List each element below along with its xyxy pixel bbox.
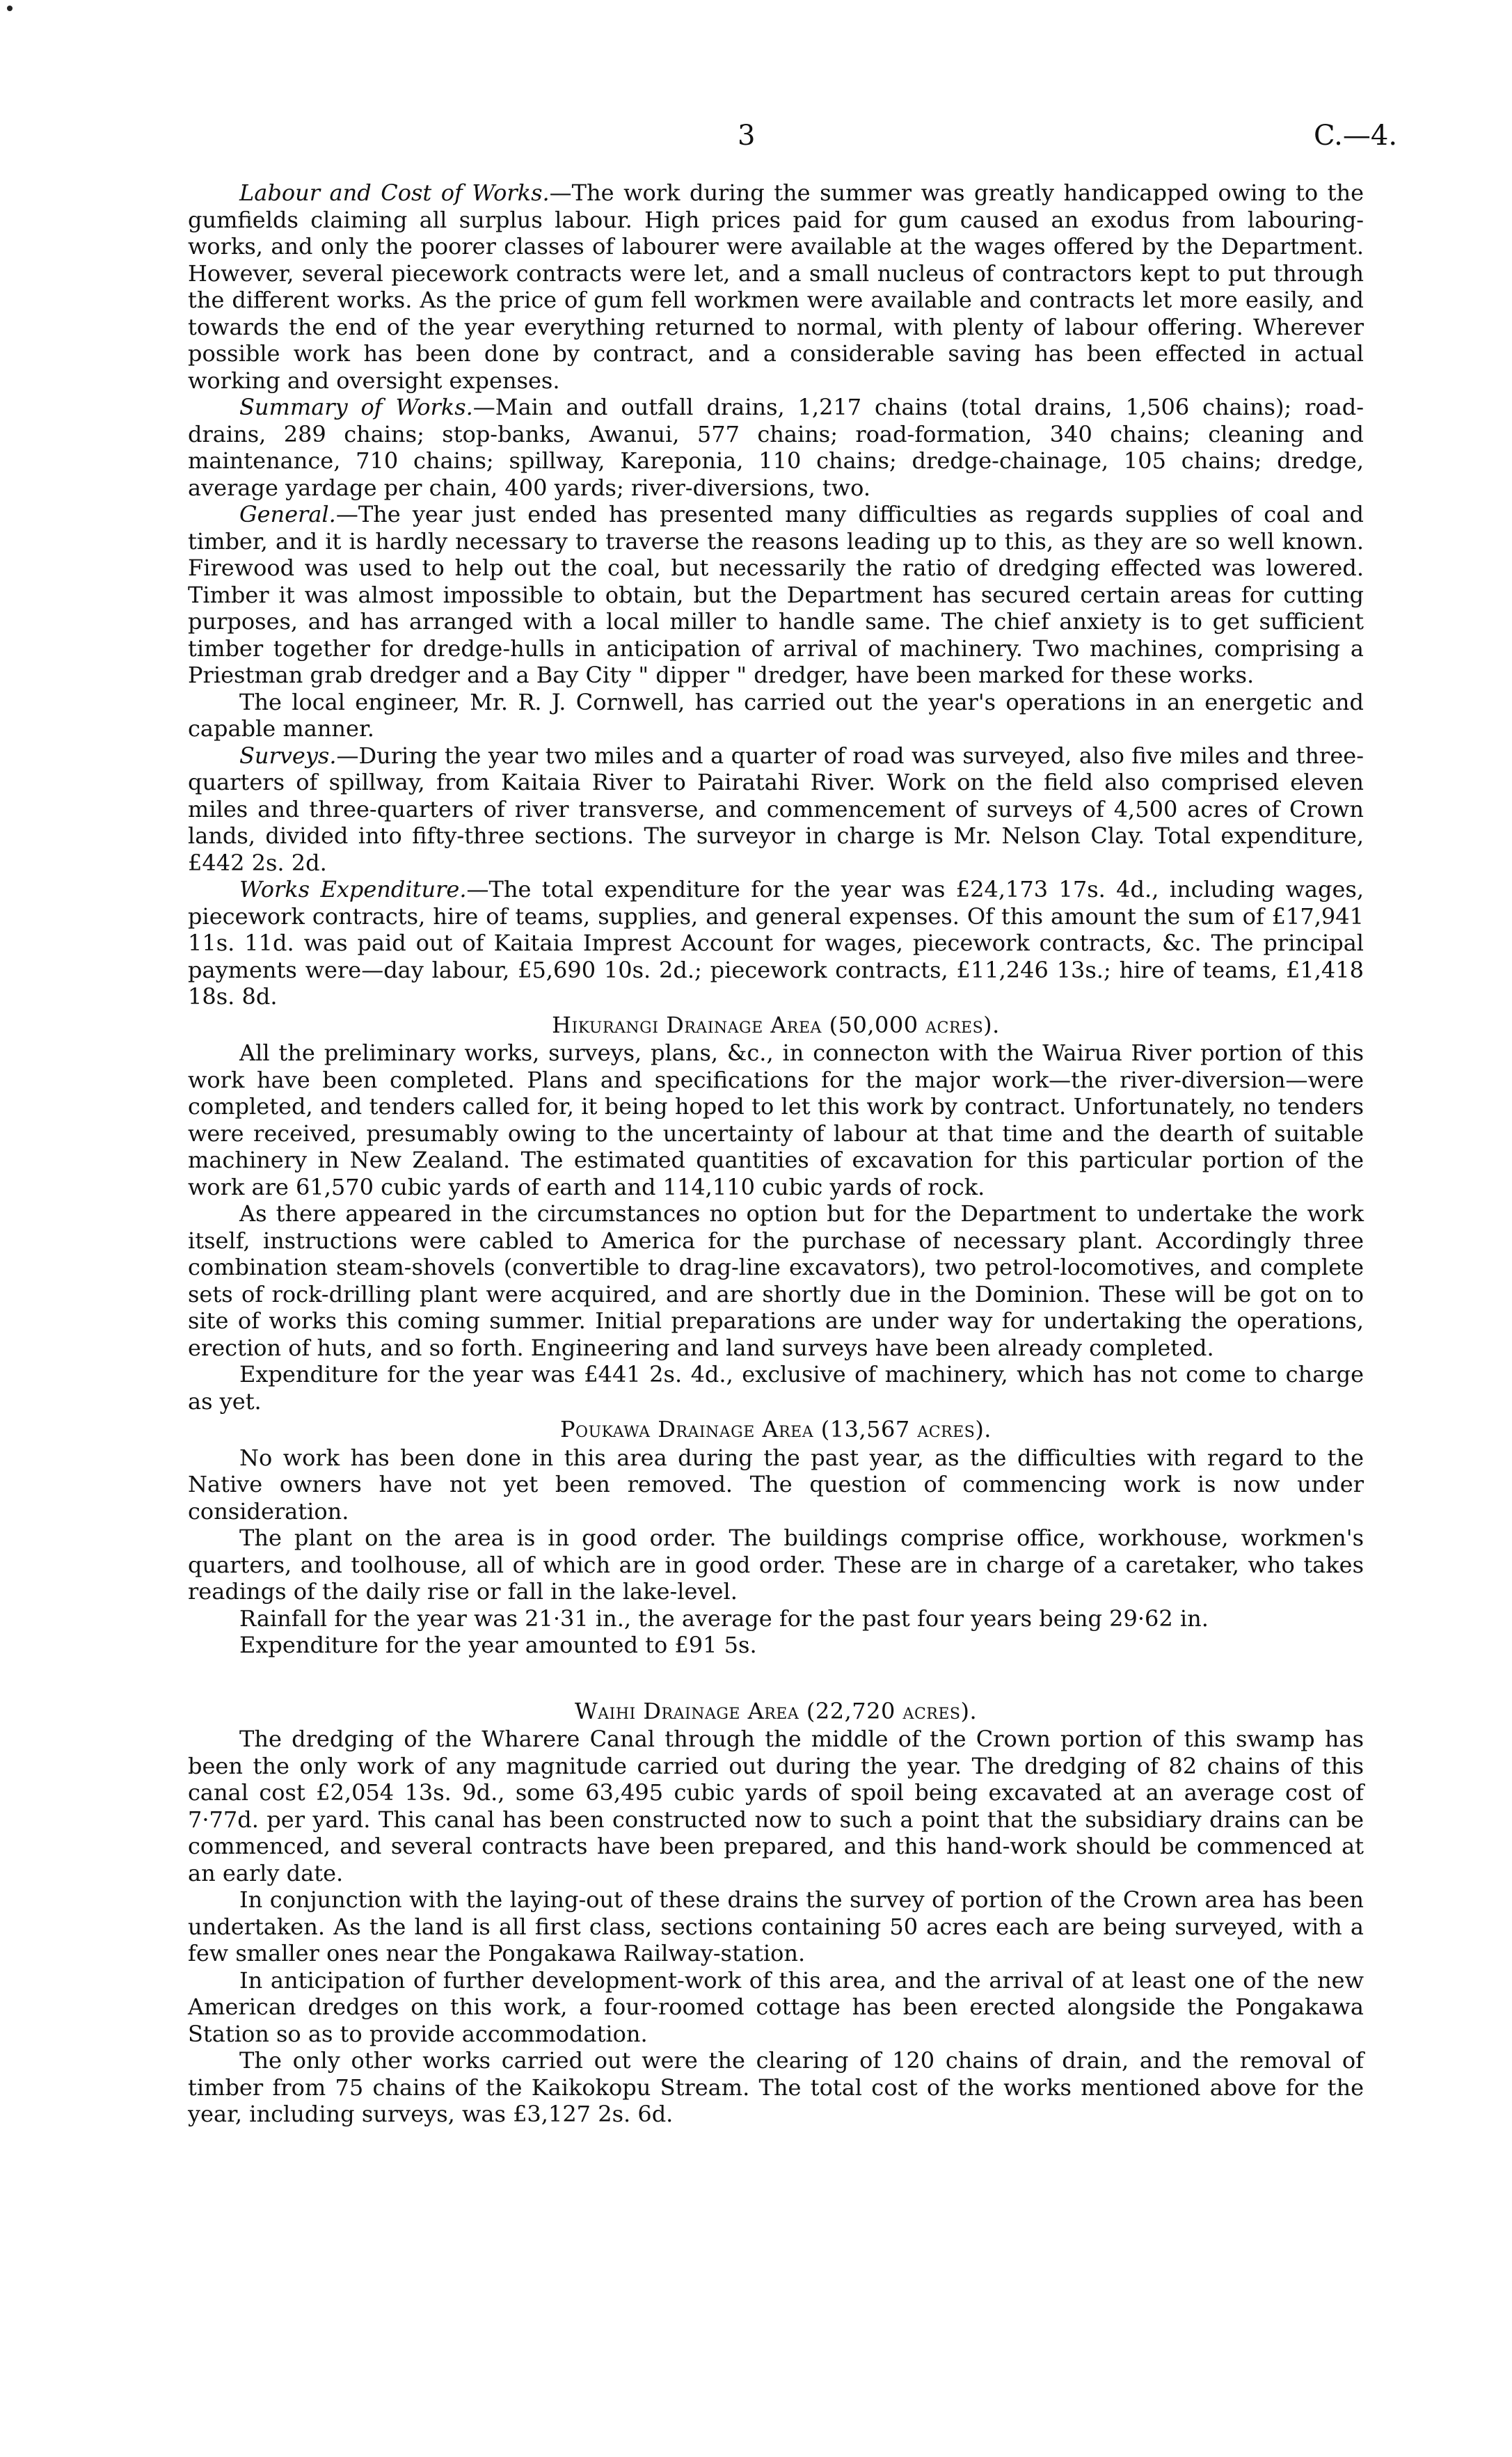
text-surveys: —During the year two miles and a quarter of road was surveyed, also five miles and three-quarters of spillway, from Kaitaia River to Pairatahi River. Work on the field also comprised eleven miles and three-quarters of river transverse, and commencement of surveys of 4,500 acres of Crown lands, divided into fifty-three sections. The surveyor in charge is Mr. Nelson Clay. Total expenditure, £442 2s. 2d. <box>188 742 1364 876</box>
scan-mark <box>7 6 13 11</box>
document-body <box>188 180 1364 2128</box>
paragraph-labour <box>188 180 1364 394</box>
paragraph-summary <box>188 394 1364 501</box>
lead-surveys: Surveys. <box>239 742 337 769</box>
lead-labour: Labour and Cost of Works. <box>239 180 550 206</box>
text-general: —The year just ended has presented many difficulties as regards supplies of coal and timber, and it is hardly necessary to traverse the reasons leading up to this, as they are so well known. Firewood was used to help out the coal, but necessarily the ratio of dredging effected was lowered. Timber it was almost impossible to obtain, but the Department has secured certain areas for cutting purposes, and has arranged with a local miller to handle same. The chief anxiety is to get sufficient timber together for dredge-hulls in anticipation of arrival of machinery. Two machines, comprising a Priestman grab dredger and a Bay City " dipper " dredger, have been marked for these works. <box>188 501 1364 688</box>
paragraph-poukawa-2: The plant on the area is in good order. The buildings comprise office, workhouse, workmen's quarters, and toolhouse, all of which are in good order. These are in charge of a caretaker, who takes readings of the daily rise or fall in the lake-level. <box>188 1525 1364 1605</box>
lead-general: General. <box>239 501 336 527</box>
paragraph-engineer: The local engineer, Mr. R. J. Cornwell, has carried out the year's operations in an energetic and capable manner. <box>188 688 1364 742</box>
paragraph-general <box>188 501 1364 689</box>
document-reference: C.—4. <box>1314 120 1398 152</box>
paragraph-waihi-1: The dredging of the Wharere Canal through the middle of the Crown portion of this swamp has been the only work of any magnitude carried out during the year. The dredging of 82 chains of this canal cost £2,054 13s. 9d., some 63,495 cubic yards of spoil being excavated at an average cost of 7·77d. per yard. This canal has been constructed now to such a point that the subsidiary drains can be commenced, and several contracts have been prepared, and this hand-work should be commenced at an early date. <box>188 1726 1364 1886</box>
paragraph-hikurangi-1: All the preliminary works, surveys, plans, &c., in connecton with the Wairua River portion of this work have been completed. Plans and specifications for the major work—the river-diversion—were completed, and tenders called for, it being hoped to let this work by contract. Unfortunately, no tenders were received, presumably owing to the uncertainty of labour at that time and the dearth of suitable machinery in New Zealand. The estimated quantities of excavation for this particular portion of the work are 61,570 cubic yards of earth and 114,110 cubic yards of rock. <box>188 1040 1364 1200</box>
paragraph-hikurangi-2: As there appeared in the circumstances no option but for the Department to undertake the work itself, instructions were cabled to America for the purchase of necessary plant. Accordingly three combination steam-shovels (convertible to drag-line excavators), two petrol-locomotives, and complete sets of rock-drilling plant were acquired, and are shortly due in the Dominion. These will be got on to site of works this coming summer. Initial preparations are under way for undertaking the operations, erection of huts, and so forth. Engineering and land surveys have been already completed. <box>188 1200 1364 1361</box>
paragraph-surveys <box>188 742 1364 877</box>
heading-hikurangi: Hikurangi Drainage Area (50,000 acres). <box>552 1011 1000 1038</box>
paragraph-waihi-3: In anticipation of further development-work of this area, and the arrival of at least one of the new American dredges on this work, a four-roomed cottage has been erected alongside the Pongakawa Station so as to provide accommodation. <box>188 1966 1364 2047</box>
heading-waihi: Waihi Drainage Area (22,720 acres). <box>574 1697 978 1724</box>
paragraph-waihi-4: The only other works carried out were the clearing of 120 chains of drain, and the removal of timber from 75 chains of the Kaikokopu Stream. The total cost of the works mentioned above for the year, including surveys, was £3,127 2s. 6d. <box>188 2047 1364 2127</box>
page-number: 3 <box>738 120 756 152</box>
lead-works-expenditure: Works Expenditure. <box>239 876 467 903</box>
lead-summary: Summary of Works. <box>239 394 473 420</box>
text-summary: —Main and outfall drains, 1,217 chains (total drains, 1,506 chains); road-drains, 289 chains; stop-banks, Awanui, 577 chains; road-formation, 340 chains; cleaning and maintenance, 710 chains; spillway, Kareponia, 110 chains; dredge-chainage, 105 chains; dredge, average yardage per chain, 400 yards; river-diversions, two. <box>188 394 1364 501</box>
paragraph-works-expenditure <box>188 876 1364 1010</box>
paragraph-poukawa-4: Expenditure for the year amounted to £91 5s. <box>239 1632 757 1658</box>
text-labour: —The work during the summer was greatly handicapped owing to the gumfields claiming all surplus labour. High prices paid for gum caused an exodus from labouring-works, and only the poorer classes of labourer were available at the wages offered by the Department. However, several piecework contracts were let, and a small nucleus of contractors kept to put through the different works. As the price of gum fell workmen were available and contracts let more easily, and towards the end of the year everything returned to normal, with plenty of labour offering. Wherever possible work has been done by contract, and a considerable saving has been effected in actual working and oversight expenses. <box>188 180 1364 394</box>
text-works-expenditure: —The total expenditure for the year was £24,173 17s. 4d., including wages, piecework contracts, hire of teams, supplies, and general expenses. Of this amount the sum of £17,941 11s. 11d. was paid out of Kaitaia Imprest Account for wages, piecework contracts, &c. The principal payments were—day labour, £5,690 10s. 2d.; piecework contracts, £11,246 13s.; hire of teams, £1,418 18s. 8d. <box>188 876 1364 1010</box>
paragraph-poukawa-1: No work has been done in this area during the past year, as the difficulties with regard to the Native owners have not yet been removed. The question of commencing work is now under consideration. <box>188 1444 1364 1525</box>
heading-poukawa: Poukawa Drainage Area (13,567 acres). <box>560 1416 992 1442</box>
paragraph-waihi-2: In conjunction with the laying-out of these drains the survey of portion of the Crown area has been undertaken. As the land is all first class, sections containing 50 acres each are being surveyed, with a few smaller ones near the Pongakawa Railway-station. <box>188 1886 1364 1966</box>
paragraph-poukawa-3: Rainfall for the year was 21·31 in., the average for the past four years being 29·62 in. <box>239 1605 1209 1632</box>
paragraph-hikurangi-3: Expenditure for the year was £441 2s. 4d., exclusive of machinery, which has not come to charge as yet. <box>188 1361 1364 1415</box>
